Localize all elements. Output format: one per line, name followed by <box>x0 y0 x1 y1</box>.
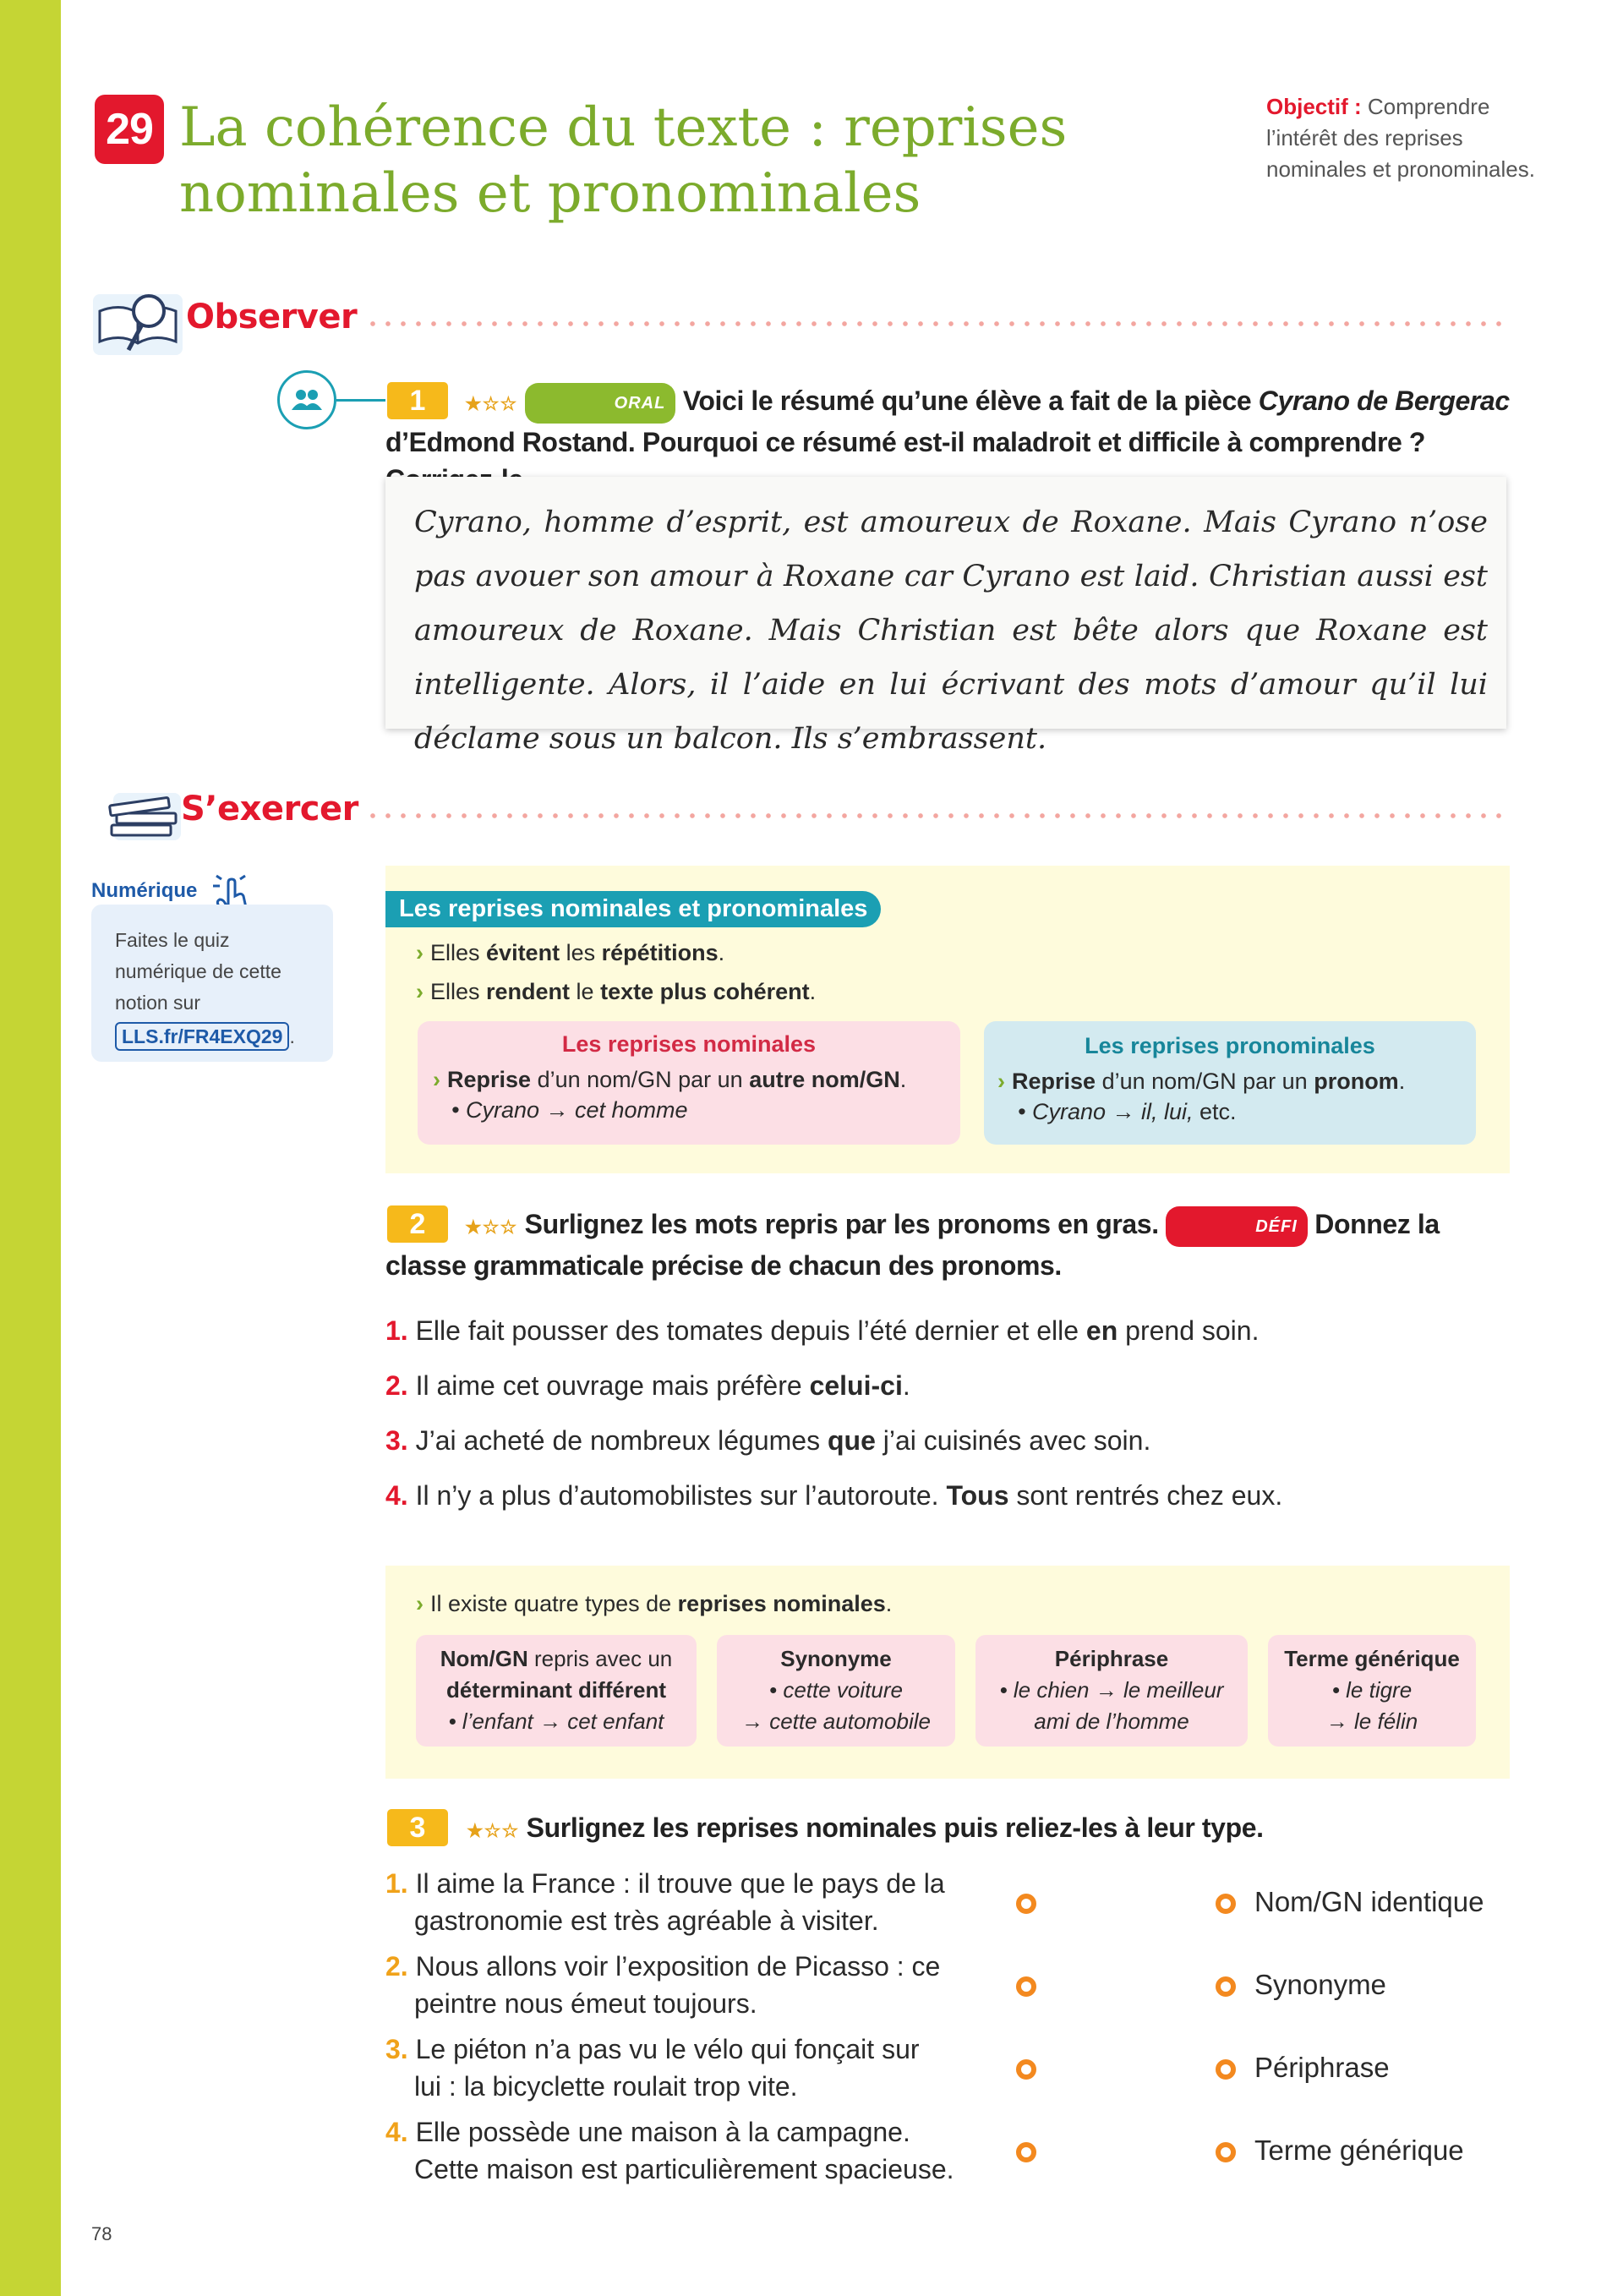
type-box-synonyme <box>717 1635 955 1747</box>
exercise3-sentence-4 <box>385 2113 1011 2188</box>
pronominal-example-b: etc. <box>1193 1099 1237 1124</box>
type-box-nom-gn <box>416 1635 697 1747</box>
type-example: ami de l’homme <box>1034 1708 1189 1734</box>
exercise1-text-b: d’Edmond Rostand. Pourquoi ce résumé est-il maladroit et difficile à comprendre ? <box>385 426 1426 457</box>
books-icon <box>107 781 184 842</box>
difficulty-stars: ★☆☆ <box>465 1216 518 1238</box>
nominal-def-d: . <box>899 1067 907 1092</box>
nominal-def-b: d’un nom/GN par un <box>531 1067 750 1092</box>
magnifier-book-icon <box>91 286 184 358</box>
sentence-text-a: Il n’y a plus d’automobilistes sur l’autoroute. <box>407 1480 947 1511</box>
sentence-text-a: Il aime cet ouvrage mais préfère <box>407 1370 810 1401</box>
exercise2-number: 2 <box>387 1205 448 1243</box>
nominal-box-title: Les reprises nominales <box>561 1031 817 1057</box>
b2b: rendent <box>486 979 571 1004</box>
types-intro-c: . <box>885 1591 893 1616</box>
type-name: Nom/GN <box>440 1646 528 1671</box>
lesson-bullet-2: › Elles rendent le texte plus cohérent. <box>416 979 817 1004</box>
sentence-line2: Cette maison est particulièrement spacieuse. <box>414 2154 954 2184</box>
exercise2-sentence <box>385 1312 1510 1367</box>
sentence-line2: gastronomie est très agréable à visiter. <box>414 1905 879 1936</box>
nominal-example: • Cyrano → cet homme <box>451 1097 688 1123</box>
b1c: les <box>560 940 602 965</box>
section-exercer-title: S’exercer <box>181 790 358 828</box>
b2e: . <box>809 979 817 1004</box>
sentence-number: 3. <box>385 1425 408 1456</box>
b2a: Elles <box>430 979 487 1004</box>
side-margin-bar <box>0 0 61 2296</box>
sentence-text-a: J’ai acheté de nombreux légumes <box>407 1425 828 1456</box>
section-divider <box>365 321 1510 326</box>
exercise2-sentence <box>385 1477 1510 1532</box>
lesson-title-pill <box>385 891 881 927</box>
exercise1-number: 1 <box>387 382 448 419</box>
type-option-terme-generique: Terme générique <box>1254 2135 1464 2166</box>
sentence-number: 1. <box>385 1315 408 1346</box>
nominal-definition: › Reprise d’un nom/GN par un autre nom/GN. <box>433 1067 907 1092</box>
objective-text: Comprendre l’intérêt des reprises nominales et pronominales. <box>1266 94 1535 182</box>
objective-label: Objectif : <box>1266 94 1362 119</box>
exercise3-number: 3 <box>387 1809 448 1846</box>
lesson-title: Les reprises nominales et pronominales <box>385 891 881 927</box>
pronoun-bold: que <box>827 1425 876 1456</box>
sentence-number: 4. <box>385 2117 408 2147</box>
sentence-text-a: Elle fait pousser des tomates depuis l’été dernier et elle <box>407 1315 1086 1346</box>
lesson-bullet-1: › Elles évitent les répétitions. <box>416 940 725 965</box>
section-observer-title: Observer <box>186 298 358 336</box>
numerique-period: . <box>289 1025 295 1047</box>
sentence-line1: Nous allons voir l’exposition de Picasso : ce <box>407 1951 941 1982</box>
link-dot-icon[interactable] <box>1016 2142 1036 2162</box>
type-example: → le félin <box>1325 1708 1418 1734</box>
pronominal-def-a: Reprise <box>1012 1069 1096 1094</box>
sentence-text-c: j’ai cuisinés avec soin. <box>875 1425 1151 1456</box>
numerique-description: Faites le quiz numérique de cette notion sur <box>115 929 281 1014</box>
pronominal-box-title: Les reprises pronominales <box>1085 1033 1375 1058</box>
type-name: Terme générique <box>1284 1646 1460 1671</box>
type-example: • l’enfant → cet enfant <box>448 1708 664 1734</box>
pronominal-example-a: • Cyrano → il, lui, <box>1018 1099 1194 1124</box>
page-number: 78 <box>91 2223 112 2244</box>
link-dot-icon[interactable] <box>1216 2059 1236 2080</box>
pronominal-def-b: d’un nom/GN par un <box>1096 1069 1314 1094</box>
nominal-def-c: autre nom/GN <box>749 1067 900 1092</box>
link-dot-icon[interactable] <box>1216 2142 1236 2162</box>
chapter-title-line2: nominales et pronominales <box>179 162 921 225</box>
sentence-line1: Le piéton n’a pas vu le vélo qui fonçait sur <box>407 2034 920 2064</box>
chapter-title-line1: La cohérence du texte : reprises <box>179 96 1068 159</box>
pronominal-box <box>984 1021 1476 1145</box>
difficulty-stars: ★☆☆ <box>465 393 518 414</box>
link-dot-icon[interactable] <box>1216 1894 1236 1914</box>
types-intro-b: reprises nominales <box>677 1591 886 1616</box>
nominal-def-a: Reprise <box>447 1067 532 1092</box>
type-example: • cette voiture <box>769 1677 903 1703</box>
exercise2-sentence <box>385 1367 1510 1422</box>
exercise2-text-b: Donnez la classe grammaticale précise de chacun des pronoms. <box>385 1209 1440 1281</box>
sentence-text-c: . <box>902 1370 910 1401</box>
b1a: Elles <box>430 940 487 965</box>
exercise2-question <box>385 1205 1510 1284</box>
link-dot-icon[interactable] <box>1016 1894 1036 1914</box>
pronominal-def-c: pronom <box>1314 1069 1399 1094</box>
pronoun-bold: Tous <box>946 1480 1009 1511</box>
b1d: répétitions <box>601 940 719 965</box>
sentence-number: 2. <box>385 1370 408 1401</box>
type-example: → cette automobile <box>740 1708 931 1734</box>
exercise3-sentence-1 <box>385 1865 1011 1939</box>
type-option-periphrase: Périphrase <box>1254 2052 1390 2083</box>
types-intro-a: Il existe quatre types de <box>430 1591 678 1616</box>
defi-tag: DÉFI <box>1166 1206 1308 1247</box>
objective <box>1266 91 1545 185</box>
type-line2: déterminant différent <box>445 1677 667 1703</box>
types-intro: › Il existe quatre types de reprises nominales. <box>416 1591 893 1616</box>
group-icon <box>277 370 336 429</box>
sentence-text-c: sont rentrés chez eux. <box>1008 1480 1283 1511</box>
link-dot-icon[interactable] <box>1016 2059 1036 2080</box>
quiz-link[interactable]: LLS.fr/FR4EXQ29 <box>115 1022 289 1051</box>
oral-tag: ORAL <box>525 383 676 424</box>
numerique-text <box>115 925 318 1052</box>
pronominal-example <box>984 1098 1476 1125</box>
nominal-box <box>418 1021 960 1145</box>
exercise2-text-a: Surlignez les mots repris par les pronoms en gras. <box>524 1209 1167 1239</box>
sentence-line1: Elle possède une maison à la campagne. <box>407 2117 910 2147</box>
type-box-periphrase <box>975 1635 1248 1747</box>
pronominal-definition: › Reprise d’un nom/GN par un pronom. <box>997 1069 1406 1094</box>
sentence-number: 4. <box>385 1480 408 1511</box>
exercise1-book-title: Cyrano de Bergerac <box>1258 385 1510 416</box>
numerique-label: Numérique <box>91 879 198 902</box>
type-box-terme-generique <box>1268 1635 1476 1747</box>
link-dot-icon[interactable] <box>1016 1976 1036 1997</box>
sentence-text-c: prend soin. <box>1118 1315 1260 1346</box>
handwritten-summary: Cyrano, homme d’esprit, est amoureux de Roxane. Mais Cyrano n’ose pas avouer son amour à Roxane car Cyrano est laid. Christian aussi est amoureux de Roxane. Mais Christian est bête alors que Roxane est intelligente. Alors, il l’aide en lui écrivant des mots d’amour qu’il lui déclame sous un balcon. Ils s’embrassent. <box>414 506 1488 756</box>
chapter-title <box>179 95 1075 227</box>
pronoun-bold: en <box>1085 1315 1118 1346</box>
link-dot-icon[interactable] <box>1216 1976 1236 1997</box>
b2d: texte plus cohérent <box>600 979 810 1004</box>
section-divider <box>365 813 1510 818</box>
sentence-line2: lui : la bicyclette roulait trop vite. <box>414 2071 798 2102</box>
exercise2-sentences <box>385 1312 1510 1532</box>
type-name-rest: repris avec un <box>527 1646 673 1671</box>
sentence-line1: Il aime la France : il trouve que le pays de la <box>407 1868 945 1899</box>
type-example: • le tigre <box>1331 1677 1413 1703</box>
difficulty-stars: ★☆☆ <box>467 1820 520 1841</box>
b1e: . <box>718 940 725 965</box>
sentence-number: 3. <box>385 2034 408 2064</box>
sentence-number: 2. <box>385 1951 408 1982</box>
type-option-synonyme: Synonyme <box>1254 1969 1386 2000</box>
b2c: le <box>570 979 601 1004</box>
b1b: évitent <box>486 940 560 965</box>
sentence-number: 1. <box>385 1868 408 1899</box>
type-option-nom-gn: Nom/GN identique <box>1254 1886 1484 1917</box>
type-example: • le chien → le meilleur <box>999 1677 1224 1703</box>
pronominal-def-d: . <box>1398 1069 1406 1094</box>
sentence-line2: peintre nous émeut toujours. <box>414 1988 757 2019</box>
type-name: Synonyme <box>780 1646 892 1671</box>
exercise2-sentence <box>385 1422 1510 1477</box>
exercise1-text-a: Voici le résumé qu’une élève a fait de la pièce <box>682 385 1259 416</box>
chapter-number: 29 <box>95 95 164 164</box>
exercise3-text: Surlignez les reprises nominales puis reliez-les à leur type. <box>526 1812 1264 1843</box>
pronoun-bold: celui-ci <box>809 1370 903 1401</box>
exercise3-sentence-2 <box>385 1948 1011 2022</box>
exercise3-sentence-3 <box>385 2031 1011 2105</box>
exercise3-question <box>467 1809 1506 1850</box>
connector-line <box>336 399 385 402</box>
type-name: Périphrase <box>1054 1646 1169 1671</box>
